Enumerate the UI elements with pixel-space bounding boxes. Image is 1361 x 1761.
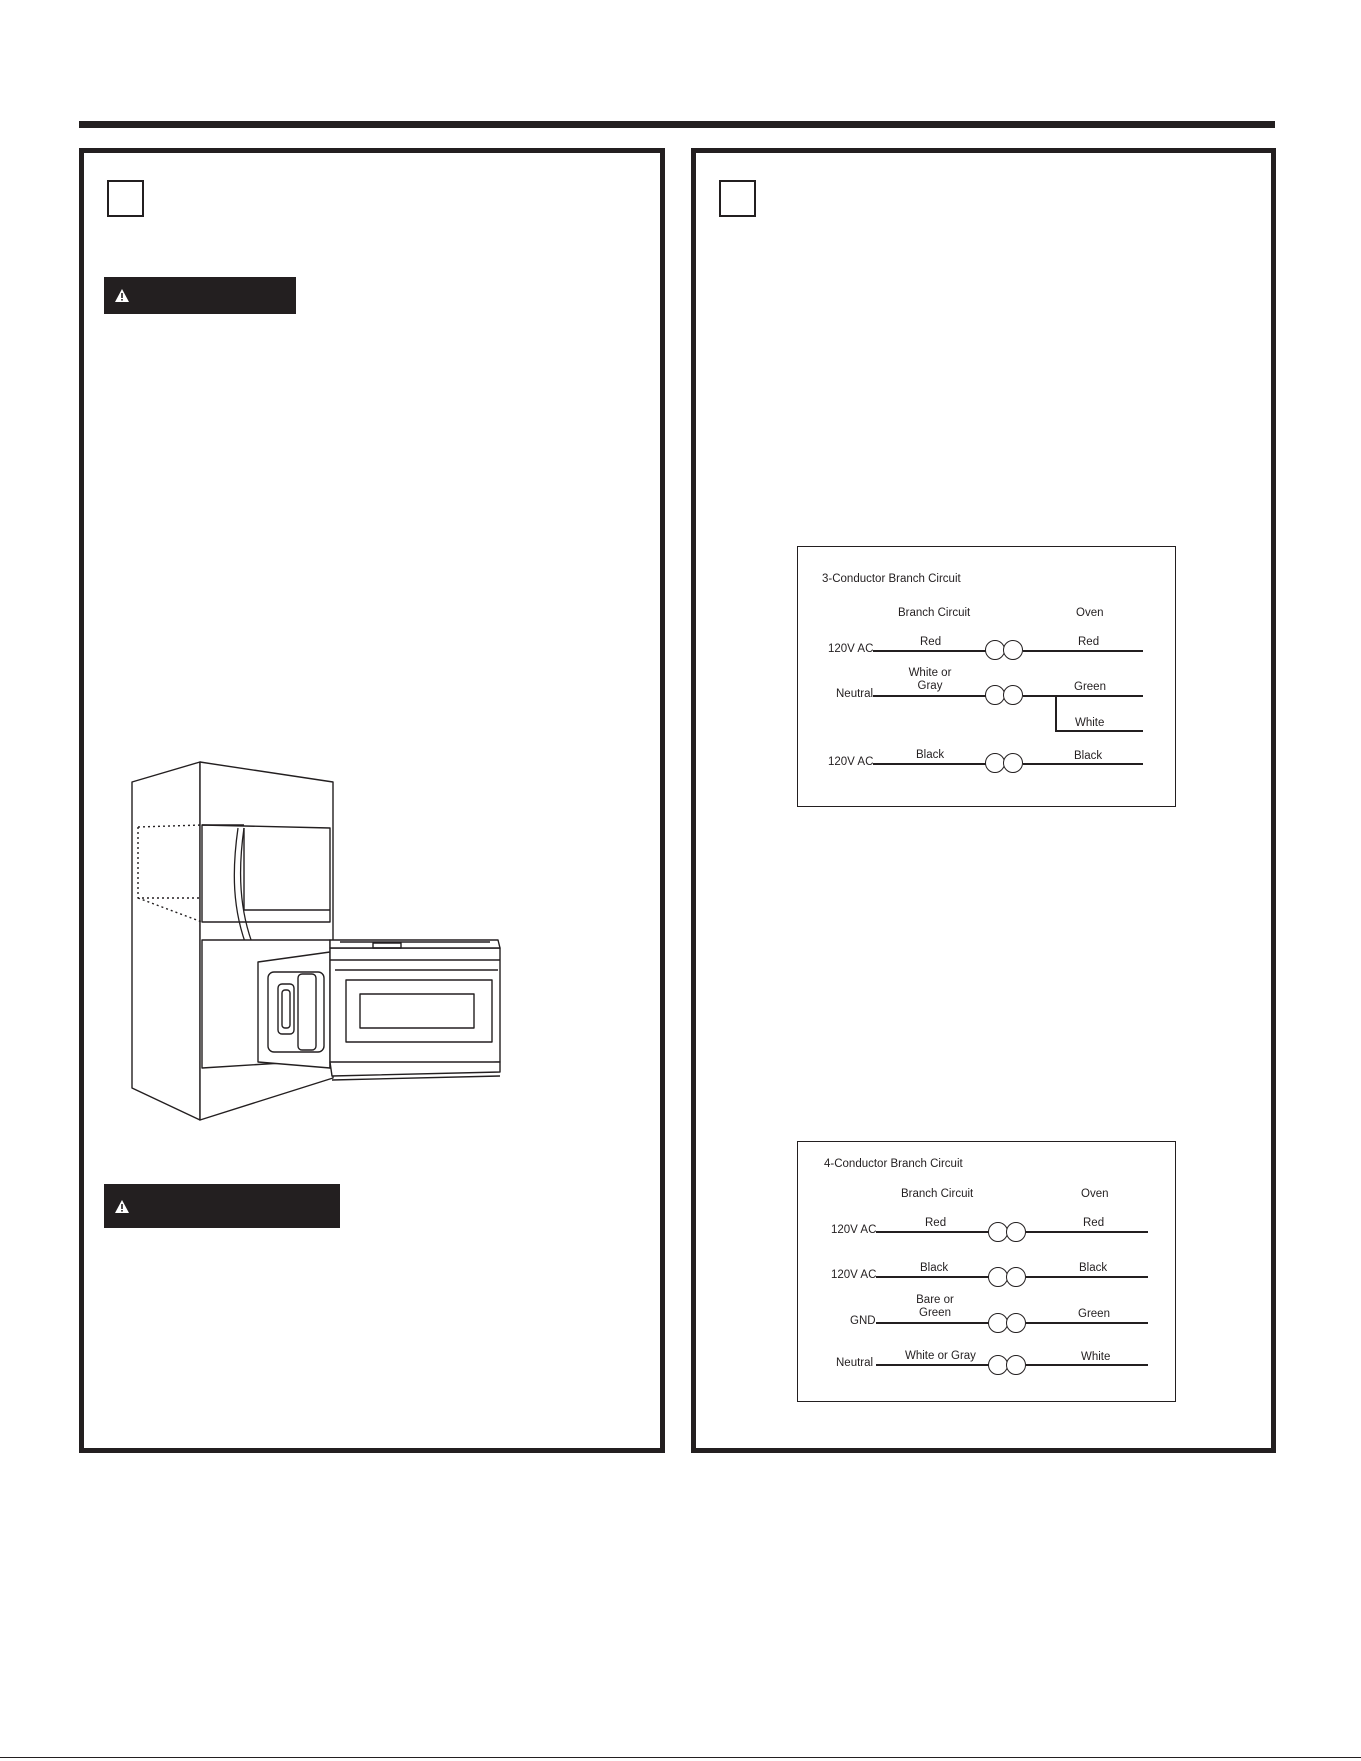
oven-wire-label: Black xyxy=(1079,1262,1108,1274)
wire-nut-connector xyxy=(1006,1222,1026,1242)
wire-nut-connector xyxy=(985,753,1005,773)
branch-wire-label: Black xyxy=(920,1262,949,1274)
wire-nut-connector xyxy=(1003,685,1023,705)
three-conductor-diagram xyxy=(797,546,1176,807)
wire-nut-connector xyxy=(1003,753,1023,773)
wire-branch xyxy=(1055,695,1057,731)
wire-nut-connector xyxy=(1006,1313,1026,1333)
step-number-box-right xyxy=(719,180,756,217)
wire xyxy=(876,1364,989,1366)
footer-rule xyxy=(0,1757,1361,1758)
wire xyxy=(876,1322,989,1324)
wire-nut-connector xyxy=(1006,1355,1026,1375)
wire xyxy=(873,763,986,765)
wire xyxy=(876,1231,989,1233)
wire-nut-connector xyxy=(985,685,1005,705)
diagram-title: 4-Conductor Branch Circuit xyxy=(824,1158,963,1170)
oven-wire-label: Black xyxy=(1074,750,1103,762)
oven-header: Oven xyxy=(1076,607,1104,619)
wire xyxy=(1026,1231,1148,1233)
oven-wire-label: Red xyxy=(1083,1217,1105,1229)
branch-wire-label: Red xyxy=(920,636,942,648)
supply-label: 120V AC xyxy=(831,1224,877,1236)
supply-label: 120V AC xyxy=(828,643,874,655)
wire-nut-connector xyxy=(1003,640,1023,660)
step-number-box-left xyxy=(107,180,144,217)
header-rule xyxy=(79,121,1275,128)
wire-nut-connector xyxy=(988,1267,1008,1287)
wire xyxy=(873,650,986,652)
warning-bar-bottom xyxy=(104,1184,340,1228)
supply-label: GND xyxy=(850,1315,876,1327)
oven-wire-label: Green xyxy=(1074,681,1106,693)
supply-label: 120V AC xyxy=(828,756,874,768)
wire-nut-connector xyxy=(985,640,1005,660)
wire-nut-connector xyxy=(1006,1267,1026,1287)
wire xyxy=(1026,1276,1148,1278)
wire xyxy=(1023,650,1143,652)
branch-wire-label: White or Gray xyxy=(908,667,952,692)
wire-nut-connector xyxy=(988,1355,1008,1375)
branch-wire-label: White or Gray xyxy=(905,1350,976,1362)
branch-wire-label: Red xyxy=(925,1217,947,1229)
oven-installation-illustration xyxy=(120,750,510,1125)
wire xyxy=(876,1276,989,1278)
supply-label: 120V AC xyxy=(831,1269,877,1281)
wire xyxy=(1026,1322,1148,1324)
branch-circuit-header: Branch Circuit xyxy=(898,607,971,619)
wire xyxy=(1023,763,1143,765)
branch-circuit-header: Branch Circuit xyxy=(901,1188,974,1200)
wire xyxy=(1023,695,1143,697)
branch-wire-label: Bare or Green xyxy=(916,1294,954,1319)
oven-wire-label: White xyxy=(1075,717,1105,729)
warning-bar-top xyxy=(104,277,296,314)
wire xyxy=(1055,730,1143,732)
warning-triangle-icon xyxy=(114,288,130,303)
four-conductor-diagram xyxy=(797,1141,1176,1402)
oven-wire-label: Green xyxy=(1078,1308,1110,1320)
oven-wire-label: White xyxy=(1081,1351,1111,1363)
wire-nut-connector xyxy=(988,1222,1008,1242)
supply-label: Neutral xyxy=(836,688,874,700)
branch-wire-label: Black xyxy=(916,749,945,761)
wire xyxy=(1026,1364,1148,1366)
diagram-title: 3-Conductor Branch Circuit xyxy=(822,573,961,585)
wire xyxy=(873,695,986,697)
oven-header: Oven xyxy=(1081,1188,1109,1200)
supply-label: Neutral xyxy=(836,1357,874,1369)
warning-triangle-icon xyxy=(114,1199,130,1214)
oven-wire-label: Red xyxy=(1078,636,1100,648)
wire-nut-connector xyxy=(988,1313,1008,1333)
